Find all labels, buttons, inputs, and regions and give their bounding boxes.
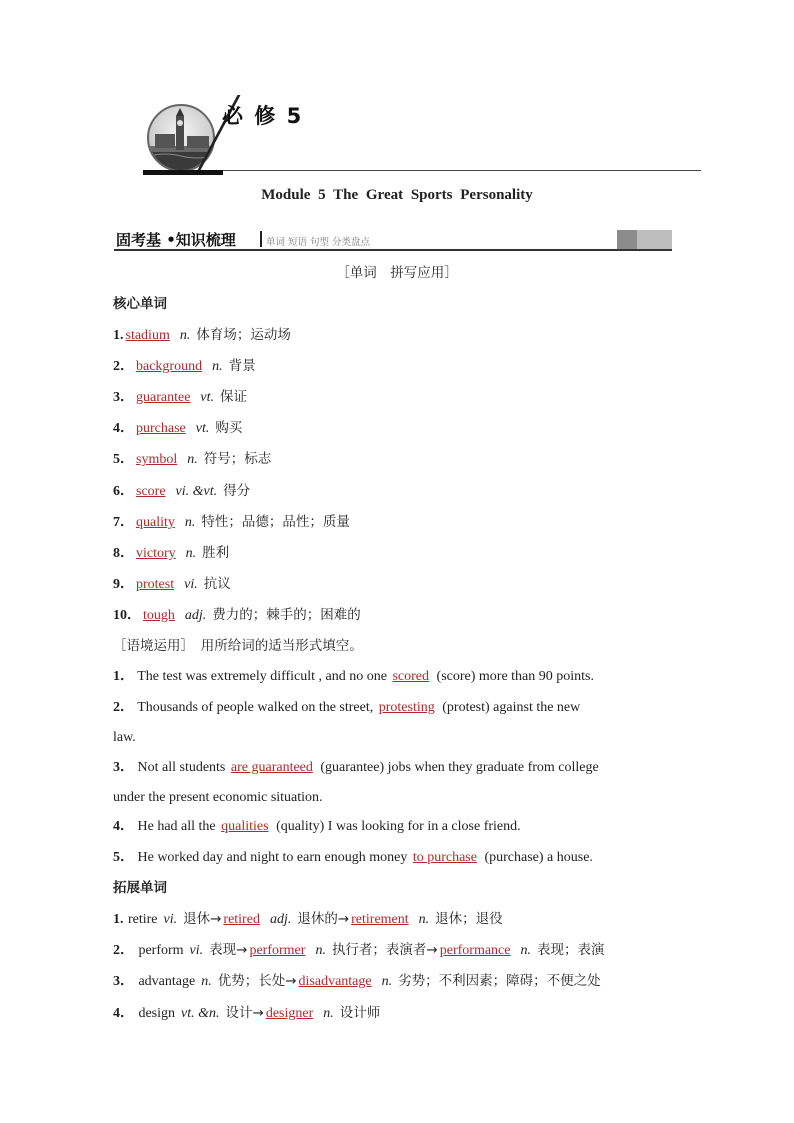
base-word: design (138, 1006, 176, 1021)
part-of-speech: n. (323, 1006, 334, 1021)
answer-word: scored (392, 669, 430, 684)
item-number: 4． (113, 421, 134, 436)
item-number: 4． (113, 819, 134, 834)
answer-word: designer (265, 1006, 314, 1021)
part-of-speech: vt. (200, 390, 215, 405)
part-of-speech: n. (520, 943, 531, 958)
meaning: 保证 (220, 389, 248, 405)
part-of-speech: n. (184, 515, 196, 530)
sentence-text: Not all students (137, 760, 226, 775)
item-number: 3． (113, 974, 134, 989)
answer-word: stadium (125, 328, 170, 343)
sentence-continuation: law. (113, 730, 136, 745)
meaning: 表现→ (209, 942, 248, 958)
part-of-speech: n. (179, 328, 191, 343)
answer-word: protest (136, 577, 175, 592)
core-word-item (113, 575, 231, 594)
core-word-item (113, 482, 250, 501)
part-of-speech: vi. &vt. (175, 484, 218, 499)
part-of-speech: adj. (184, 608, 207, 623)
item-number: 2． (113, 359, 134, 374)
meaning: 设计→ (225, 1005, 264, 1021)
extended-word-item (113, 941, 604, 960)
banner-base (143, 170, 223, 175)
meaning: 退休→ (183, 911, 222, 927)
meaning: 抗议 (203, 576, 231, 592)
answer-word: protesting (378, 700, 435, 715)
meaning: 设计师 (339, 1005, 381, 1021)
part-of-speech: n. (185, 546, 197, 561)
meaning: 费力的；棘手的；困难的 (212, 607, 361, 623)
context-heading: ［语境运用］ 用所给词的适当形式填空。 (113, 638, 363, 654)
meaning: 表现；表演 (536, 942, 605, 958)
sentence-text: He had all the (137, 819, 216, 834)
part-of-speech: adj. (269, 912, 292, 927)
answer-word: background (136, 359, 203, 374)
extended-word-item (113, 910, 503, 929)
core-word-item (113, 419, 242, 438)
sentence-text: He worked day and night to earn enough money (137, 850, 408, 865)
core-word-item (113, 357, 256, 376)
item-number: 9． (113, 577, 134, 592)
meaning: 背景 (228, 358, 256, 374)
answer-word: performer (249, 943, 306, 958)
item-number: 3． (113, 760, 134, 775)
answer-word: disadvantage (298, 974, 372, 989)
answer-word: retired (223, 912, 260, 927)
answer-word: purchase (136, 421, 186, 436)
item-number: 1. (113, 912, 124, 927)
section-subtitle: 单词 短语 句型 分类盘点 (266, 237, 371, 248)
part-of-speech: vt. &n. (181, 1006, 220, 1021)
core-words-heading: 核心单词 (113, 296, 167, 312)
item-number: 1． (113, 669, 134, 684)
item-number: 5． (113, 850, 134, 865)
item-number: 6． (113, 484, 134, 499)
core-word-item (113, 513, 350, 532)
sentence-text: The test was extremely difficult , and no one (137, 669, 387, 684)
base-word: advantage (138, 974, 196, 989)
sentence-text: (score) more than 90 points. (436, 669, 594, 684)
extended-words-heading: 拓展单词 (113, 880, 167, 896)
meaning: 劣势；不利因素；障碍；不便之处 (398, 973, 601, 989)
answer-word: are guaranteed (230, 760, 313, 775)
answer-word: retirement (351, 912, 409, 927)
base-word: perform (138, 943, 184, 958)
subsection-label: ［单词 拼写应用］ (336, 265, 458, 281)
part-of-speech: vi. (189, 943, 204, 958)
section-divider (260, 231, 262, 247)
section-header (114, 229, 672, 251)
meaning: 胜利 (202, 545, 230, 561)
section-title: 固考基 •知识梳理 (116, 231, 236, 249)
core-word-item (113, 450, 271, 469)
item-number: 1. (113, 328, 124, 343)
answer-word: qualities (221, 819, 269, 834)
answer-word: to purchase (412, 850, 477, 865)
section-block-dark (617, 230, 637, 249)
answer-word: performance (439, 943, 511, 958)
core-word-item (113, 606, 361, 625)
item-number: 7． (113, 515, 134, 530)
meaning: 体育场；运动场 (196, 327, 291, 343)
context-sentence (113, 849, 593, 867)
sentence-text: (purchase) a house. (484, 850, 593, 865)
meaning: 优势；长处→ (217, 973, 297, 989)
core-word-item (113, 326, 291, 345)
part-of-speech: vi. (184, 577, 198, 592)
answer-word: tough (143, 608, 175, 623)
meaning: 得分 (223, 483, 251, 499)
part-of-speech: n. (315, 943, 326, 958)
core-word-item (113, 388, 247, 407)
module-title: Module 5 The Great Sports Personality (261, 187, 533, 203)
part-of-speech: n. (212, 359, 223, 374)
banner-rule (205, 170, 701, 171)
meaning: 退休；退役 (435, 911, 503, 927)
item-number: 5． (113, 452, 134, 467)
section-block-light (637, 230, 672, 249)
core-word-item (113, 544, 229, 563)
item-number: 10． (113, 608, 141, 623)
answer-word: symbol (136, 452, 178, 467)
meaning: 退休的→ (297, 911, 350, 927)
sentence-text: (guarantee) jobs when they graduate from college (320, 760, 599, 775)
extended-word-item (113, 1004, 380, 1023)
answer-word: victory (136, 546, 176, 561)
item-number: 4． (113, 1006, 134, 1021)
sentence-text: Thousands of people walked on the street, (137, 700, 374, 715)
part-of-speech: n. (187, 452, 198, 467)
extended-word-item (113, 972, 601, 991)
item-number: 2． (113, 700, 134, 715)
meaning: 特性；品德；品性；质量 (201, 514, 350, 530)
base-word: retire (127, 912, 158, 927)
meaning: 符号；标志 (203, 451, 272, 467)
context-sentence (113, 699, 580, 717)
item-number: 2． (113, 943, 134, 958)
banner-title: 必 修 5 (222, 104, 304, 128)
sentence-text: (quality) I was looking for in a close friend. (276, 819, 521, 834)
sentence-continuation: under the present economic situation. (113, 790, 323, 805)
meaning: 购买 (215, 420, 243, 436)
answer-word: quality (136, 515, 175, 530)
answer-word: guarantee (136, 390, 191, 405)
context-sentence (113, 818, 521, 836)
part-of-speech: n. (418, 912, 430, 927)
context-sentence (113, 668, 594, 686)
part-of-speech: n. (201, 974, 212, 989)
part-of-speech: vi. (163, 912, 178, 927)
sentence-text: (protest) against the new (442, 700, 581, 715)
answer-word: score (136, 484, 166, 499)
item-number: 3． (113, 390, 134, 405)
item-number: 8． (113, 546, 134, 561)
part-of-speech: n. (381, 974, 393, 989)
part-of-speech: vt. (195, 421, 210, 436)
context-sentence (113, 759, 599, 777)
section-rule (114, 249, 672, 251)
meaning: 执行者；表演者→ (331, 942, 438, 958)
